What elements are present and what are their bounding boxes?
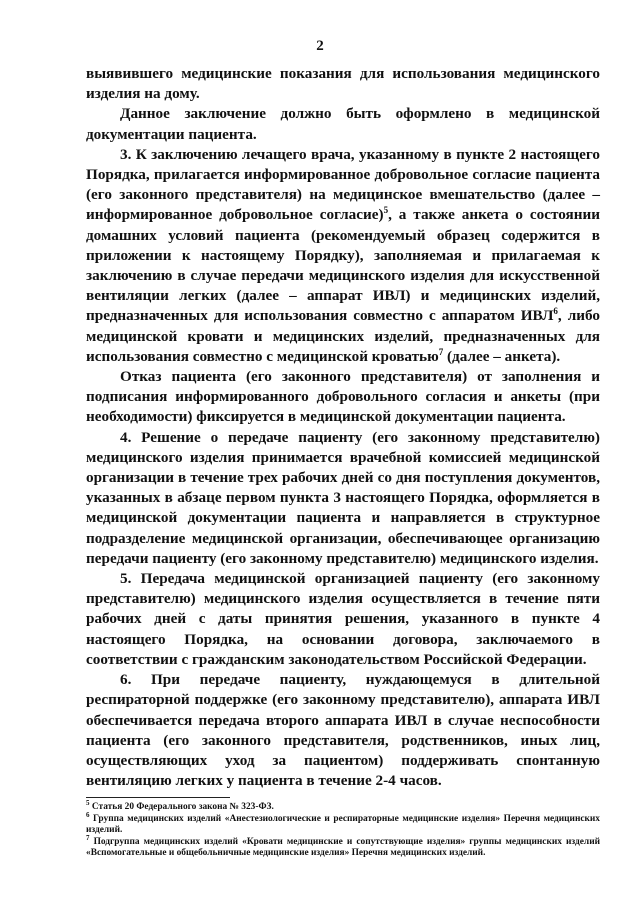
paragraph-text: 5. Передача медицинской организацией пациенту (его законному представителю) медицинского изделия осуществляется в течение пяти рабочих дней с даты принятия решения, указанного в пункте 4 настоящего Порядка, на основании договора, заключаемого в соответствии с гражданским законодательством Российской Федерации. bbox=[86, 570, 600, 668]
footnote-mark: 6 bbox=[86, 810, 90, 819]
paragraph bbox=[86, 104, 600, 144]
paragraph bbox=[86, 428, 600, 569]
paragraph bbox=[86, 569, 600, 670]
paragraph-text: выявившего медицинские показания для использования медицинского изделия на дому. bbox=[86, 65, 600, 103]
document-body bbox=[86, 64, 600, 791]
footnote-reference: 5 bbox=[383, 205, 389, 216]
footnote-text: Группа медицинских изделий «Анестезиологические и респираторные медицинские изделия» Перечня медицинских изделий. bbox=[86, 813, 600, 836]
paragraph-text: 6. При передаче пациенту, нуждающемуся в длительной респираторной поддержке (его законному представителю), аппарата ИВЛ обеспечивается передача второго аппарата ИВЛ в случае неспособности пациента (его законного представителя, родственников, иных лиц, осуществляющих уход за пациентом) поддерживать спонтанную вентиляцию легких у пациента в течение 2-4 часов. bbox=[86, 671, 600, 790]
footnote-mark: 5 bbox=[86, 799, 90, 807]
footnote-separator bbox=[86, 797, 230, 798]
footnote bbox=[86, 810, 600, 837]
paragraph-text: 3. К заключению лечащего врача, указанному в пункте 2 настоящего Порядка, прилагается информированное добровольное согласие пациента (его законного представителя) на медицинское вмешательство (далее – информированное добровольное согласие) bbox=[86, 145, 600, 224]
footnote bbox=[86, 799, 600, 814]
paragraph-text: Отказ пациента (его законного представителя) от заполнения и подписания информированного добровольного согласия и анкеты (при необходимости) фиксируется в медицинской документации пациента. bbox=[86, 368, 600, 426]
footnotes bbox=[86, 799, 600, 860]
paragraph-text: (далее – анкета). bbox=[443, 347, 561, 365]
footnote-mark: 7 bbox=[86, 833, 90, 842]
paragraph bbox=[86, 670, 600, 791]
footnote-text: Статья 20 Федерального закона № 323-ФЗ. bbox=[89, 802, 274, 812]
paragraph bbox=[86, 64, 600, 104]
paragraph-text: , либо медицинской кровати и медицинских изделий, предназначенных для использования совместно с медицинской кроватью bbox=[86, 307, 600, 365]
paragraph-text: Данное заключение должно быть оформлено в медицинской документации пациента. bbox=[86, 105, 600, 143]
paragraph bbox=[86, 367, 600, 428]
footnote-reference: 7 bbox=[438, 346, 444, 357]
footnote bbox=[86, 833, 600, 860]
paragraph-text: , а также анкета о состоянии домашних условий пациента (рекомендуемый образец содержится в приложении к настоящему Порядку), заполняемая и прилагаемая к заключению в случае передачи медицинского изделия для искусственной вентиляции легких (далее – аппарат ИВЛ) и медицинских изделий, предназначенных для использования совместно с аппаратом ИВЛ bbox=[86, 206, 600, 325]
paragraph bbox=[86, 145, 600, 367]
footnote-reference: 6 bbox=[553, 306, 558, 317]
page-number: 2 bbox=[316, 38, 324, 54]
paragraph-text: 4. Решение о передаче пациенту (его законному представителю) медицинского изделия принимается врачебной комиссией медицинской организации в течение трех рабочих дней со дня поступления документов, указанных в абзаце первом пункта 3 настоящего Порядка, оформляется в медицинской документации пациента и направляется в структурное подразделение медицинской организации, обеспечивающее организацию передачи пациенту (его законному представителю) медицинского изделия. bbox=[86, 428, 600, 567]
footnote-text: Подгруппа медицинских изделий «Кровати медицинские и сопутствующие изделия» группы медицинских изделий «Вспомогательные и общебольничные медицинские изделия» Перечня медицинских изделий. bbox=[86, 836, 600, 859]
